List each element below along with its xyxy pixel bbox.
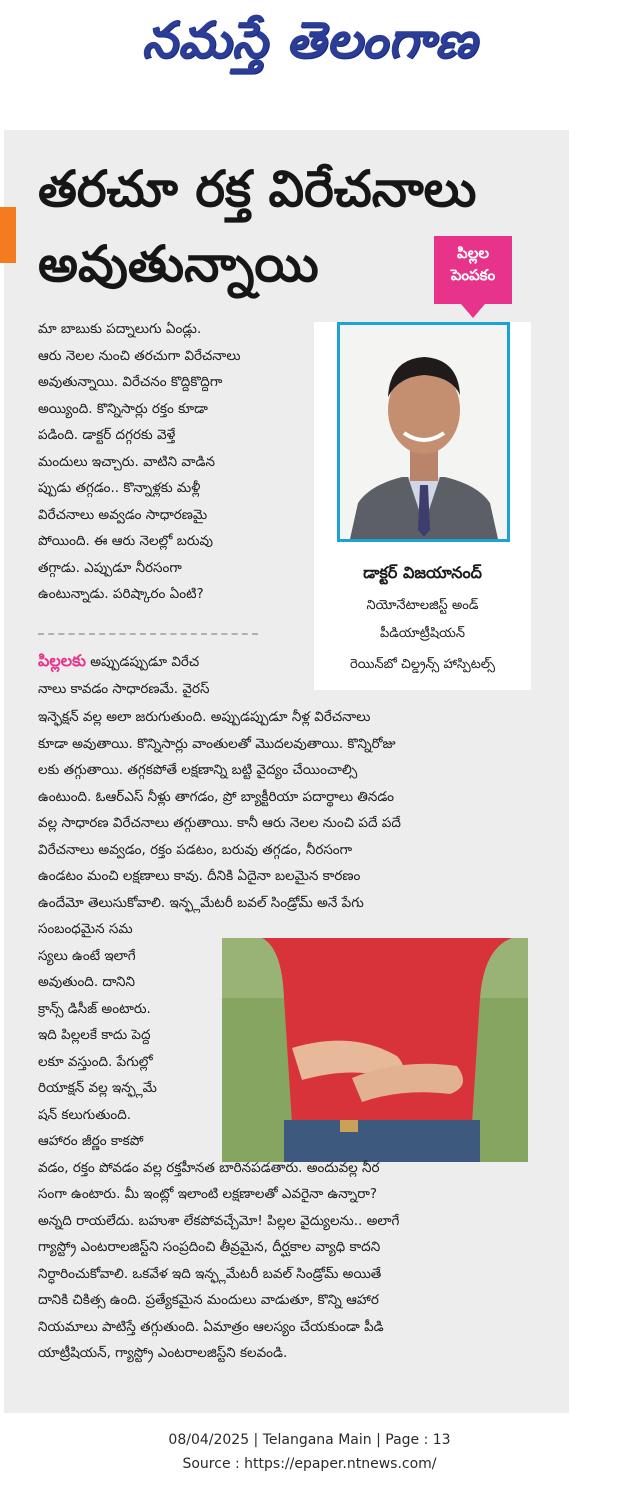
answer-line: ఇన్ఫెక్షన్ వల్ల అలా జరుగుతుంది. అప్పుడప్పుడూ నీళ్ల విరేచనాలు bbox=[38, 709, 371, 725]
question-line: మా బాబుకు పద్నాలుగు ఏండ్లు. bbox=[38, 321, 202, 337]
answer-line: విరేచనాలు అవ్వడం, రక్తం పడటం, బరువు తగ్గడం, నీరసంగా bbox=[38, 841, 353, 858]
question-line: మందులు ఇచ్చారు. వాటిని వాడిన bbox=[38, 453, 216, 470]
doctor-hospital: రెయిన్‌బో చిల్డ్రన్స్ హాస్పిటల్స్ bbox=[350, 657, 495, 672]
doctor-portrait-icon bbox=[340, 325, 507, 539]
doctor-photo bbox=[337, 322, 510, 542]
answer-lead-rest: అప్పుడప్పుడూ విరేచ bbox=[85, 654, 200, 670]
doctor-title-2: పీడియాట్రీషియన్ bbox=[380, 626, 465, 641]
question-line: విరేచనాలు అవ్వడం సాధారణమై bbox=[38, 506, 208, 523]
question-line: అవుతున్నాయి. విరేచనం కొద్దికొద్దిగా bbox=[38, 374, 223, 390]
doctor-title-1: నియోనేటాలజిస్ట్ అండ్ bbox=[366, 598, 479, 613]
answer-line: గ్యాస్ట్రో ఎంటరాలజిస్ట్‌ని సంప్రదించి తీవ్రమైన, దీర్ఘకాల వ్యాధి కాదని bbox=[38, 1239, 381, 1255]
newspaper-masthead: నమస్తే తెలంగాణ bbox=[141, 11, 478, 69]
doctor-name: డాక్టర్ విజయానంద్ bbox=[363, 563, 482, 582]
answer-line: దానికి చికిత్స ఉంది. ప్రత్యేకమైన మందులు వాడుతూ, కొన్ని ఆహార bbox=[38, 1292, 379, 1308]
badge-line-1: పిల్లల bbox=[457, 244, 489, 262]
answer-line: యాట్రీషియన్, గ్యాస్ట్రో ఎంటరాలజిస్ట్‌ని కలవండి. bbox=[38, 1345, 288, 1361]
section-divider bbox=[38, 633, 258, 635]
section-accent-tab bbox=[0, 207, 16, 263]
answer-line: క్రాన్స్ డిసీజ్ అంటారు. bbox=[38, 1000, 151, 1017]
answer-line: అవుతుంది. దానిని bbox=[38, 974, 135, 990]
answer-line: వడం, రక్తం పోవడం వల్ల రక్తహీనత బారినపడతారు. అందువల్ల నీర bbox=[38, 1159, 380, 1176]
question-line: ఆరు నెలల నుంచి తరచుగా విరేచనాలు bbox=[38, 347, 241, 364]
headline-line-1: తరచూ రక్త విరేచనాలు bbox=[38, 160, 477, 218]
question-line: ప్పుడు తగ్గడం.. కొన్నాళ్లకు మళ్లీ bbox=[38, 480, 201, 496]
footer-date-page: 08/04/2025 | Telangana Main | Page : 13 bbox=[168, 1432, 451, 1448]
question-line: పడింది. డాక్టర్ దగ్గరకు వెళ్తే bbox=[38, 427, 176, 443]
answer-line: ఉందేమో తెలుసుకోవాలి. ఇన్ఫ్లమేటరీ బవల్ సిండ్రోమ్ అనే పేగు bbox=[38, 894, 364, 911]
answer-line: నాలు కావడం సాధారణమే. వైరస్ bbox=[38, 681, 210, 697]
answer-line: కూడా అవుతాయి. కొన్నిసార్లు వాంతులతో మొదలవుతాయి. కొన్నిరోజు bbox=[38, 735, 396, 752]
answer-line: నియమాలు పాటిస్తే తగ్గుతుంది. ఏమాత్రం ఆలస్యం చేయకుండా పీడి bbox=[38, 1318, 384, 1335]
section-badge bbox=[434, 236, 512, 304]
badge-line-2: పెంపకం bbox=[450, 266, 496, 284]
answer-lead-line bbox=[38, 648, 199, 676]
answer-line: నిర్ధారించుకోవాలి. ఒకవేళ ఇది ఇన్ఫ్లమేటరీ బవల్ సిండ్రోమ్ అయితే bbox=[38, 1265, 382, 1282]
answer-lead-word: పిల్లలకు bbox=[38, 651, 86, 670]
badge-pointer bbox=[461, 304, 485, 318]
answer-line: ఉంటుంది. ఓఆర్ఎస్ నీళ్లు తాగడం, ప్రో బ్యాక్టీరియా పదార్థాలు తినడం bbox=[38, 788, 394, 805]
answer-line: రియాక్షన్ వల్ల ఇన్ఫ్లమే bbox=[38, 1080, 157, 1096]
question-line: ఉంటున్నాడు. పరిష్కారం ఏంటి? bbox=[38, 586, 204, 602]
answer-line: వల్ల సాధారణ విరేచనాలు తగ్గుతాయి. కానీ ఆరు నెలల నుంచి పదే పదే bbox=[38, 815, 401, 831]
child-illustration bbox=[222, 938, 528, 1162]
answer-line: లకూ వస్తుంది. పేగుల్లో bbox=[38, 1053, 153, 1070]
answer-line: అన్నది రాయలేదు. బహుశా లేకపోవచ్చేమో! పిల్లల వైద్యులను.. అలాగే bbox=[38, 1212, 400, 1229]
answer-line: ఉండటం మంచి లక్షణాలు కావు. దీనికి ఏదైనా బలమైన కారణం bbox=[38, 868, 361, 884]
footer-source-link[interactable]: Source : https://epaper.ntnews.com/ bbox=[182, 1456, 437, 1472]
question-line: తగ్గాడు. ఎప్పుడూ నీరసంగా bbox=[38, 559, 182, 576]
answer-line: సంగా ఉంటారు. మీ ఇంట్లో ఇలాంటి లక్షణాలతో ఎవరైనా ఉన్నారా? bbox=[38, 1186, 378, 1202]
question-line: అయ్యింది. కొన్నిసార్లు రక్తం కూడా bbox=[38, 400, 208, 417]
answer-line: ఇది పిల్లలకే కాదు పెద్ద bbox=[38, 1027, 151, 1043]
child-holding-stomach-icon bbox=[222, 938, 528, 1162]
answer-line: షన్ కలుగుతుంది. bbox=[38, 1106, 132, 1123]
answer-line: ఆహారం జీర్ణం కాకపో bbox=[38, 1133, 144, 1149]
headline-line-2: అవుతున్నాయి bbox=[38, 235, 319, 293]
answer-line: లకు తగ్గుతాయి. తగ్గకపోతే లక్షణాన్ని బట్టి వైద్యం చేయించాల్సి bbox=[38, 762, 358, 778]
question-line: పోయింది. ఈ ఆరు నెలల్లో బరువు bbox=[38, 533, 214, 549]
answer-line: సంబంధమైన సమ bbox=[38, 921, 133, 937]
answer-line: స్యలు ఉంటే ఇలాగే bbox=[38, 947, 136, 964]
